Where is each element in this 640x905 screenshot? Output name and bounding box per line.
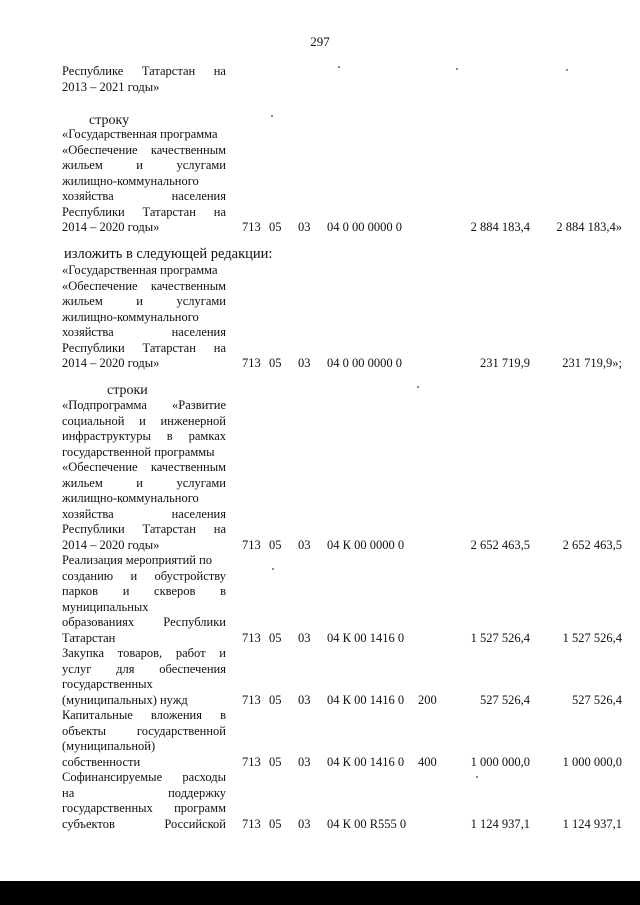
description-line xyxy=(62,724,226,740)
description-line xyxy=(62,476,226,492)
description-line xyxy=(62,693,226,709)
description-word: и xyxy=(130,568,138,583)
cell-v2: 1 000 000,0 xyxy=(562,754,622,769)
scan-speck xyxy=(272,568,274,570)
row-description xyxy=(62,127,226,236)
cell-c2: 05 xyxy=(269,630,282,645)
cell-c3: 03 xyxy=(298,754,311,769)
description-word: программ xyxy=(174,801,226,815)
description-word: населения xyxy=(171,325,226,339)
row-description xyxy=(62,64,226,95)
description-word: инфраструктуры xyxy=(62,429,151,443)
description-word: Республики xyxy=(62,340,125,355)
cell-c4: 04 К 00 0000 0 xyxy=(327,537,405,552)
description-line xyxy=(62,294,226,310)
scan-speck xyxy=(476,776,478,778)
description-word: обустройству xyxy=(154,568,226,583)
description-line xyxy=(62,64,226,80)
row-description xyxy=(62,553,226,646)
cell-c3: 03 xyxy=(298,630,311,645)
description-word: для xyxy=(116,661,135,676)
cell-c1: 713 xyxy=(242,754,261,769)
description-line xyxy=(62,174,226,190)
description-line xyxy=(62,398,226,414)
description-word: качественным xyxy=(150,278,226,293)
description-line xyxy=(62,507,226,523)
description-line xyxy=(62,817,226,833)
description-word: хозяйства xyxy=(62,506,114,521)
cell-c1: 713 xyxy=(242,692,261,707)
description-word: хозяйства xyxy=(62,325,114,339)
description-line xyxy=(62,80,226,96)
description-word: услугами xyxy=(176,158,226,172)
cell-c2: 05 xyxy=(269,220,282,234)
description-word: государственной программы xyxy=(62,444,215,459)
row-description xyxy=(62,770,226,832)
description-word: инженерной xyxy=(160,413,226,428)
description-word: услуг xyxy=(62,661,92,676)
cell-c1: 713 xyxy=(242,816,261,831)
description-word: в xyxy=(166,429,173,443)
description-line xyxy=(62,662,226,678)
cell-v1: 1 124 937,1 xyxy=(470,816,530,831)
scan-speck xyxy=(566,69,568,71)
description-word: собственности xyxy=(62,754,141,769)
description-word: Татарстан xyxy=(142,340,196,355)
cell-c2: 05 xyxy=(269,692,282,707)
description-word: расходы xyxy=(182,770,226,784)
description-word: объекты xyxy=(62,723,107,738)
description-word: созданию xyxy=(62,568,114,583)
cell-c4: 04 К 00 1416 0 xyxy=(327,754,405,769)
description-word: Республики xyxy=(62,204,125,219)
description-line xyxy=(62,646,226,662)
cell-v2: 2 652 463,5 xyxy=(562,537,622,552)
cell-c5: 200 xyxy=(418,692,437,707)
description-word: жилищно-коммунального xyxy=(62,309,199,324)
description-word: «Развитие xyxy=(172,398,226,412)
description-word: 2014 – 2020 годы» xyxy=(62,356,160,370)
cell-v1: 527 526,4 xyxy=(480,692,530,707)
description-word: поддержку xyxy=(168,785,226,800)
description-word: «Подпрограмма xyxy=(62,398,147,412)
description-word: и xyxy=(136,294,143,308)
description-word: и xyxy=(122,584,130,598)
description-word: Татарстан xyxy=(62,630,116,645)
description-word: (муниципальных) нужд xyxy=(62,692,188,707)
cell-c3: 03 xyxy=(298,537,311,552)
cell-c3: 03 xyxy=(298,220,311,234)
description-word: на xyxy=(213,64,226,78)
description-word: (муниципальной) xyxy=(62,739,156,753)
description-line xyxy=(62,615,226,631)
cell-c2: 05 xyxy=(269,754,282,769)
description-word: рамках xyxy=(188,429,226,443)
cell-c1: 713 xyxy=(242,220,261,234)
cell-c2: 05 xyxy=(269,356,282,370)
description-line xyxy=(62,491,226,507)
description-word: жильем xyxy=(62,158,103,172)
description-word: и xyxy=(139,413,146,428)
description-word: социальной xyxy=(62,413,125,428)
description-word: в xyxy=(220,584,226,598)
description-word: Реализация мероприятий по xyxy=(62,553,213,567)
description-word: хозяйства xyxy=(62,189,114,203)
description-word: «Обеспечение xyxy=(62,142,138,157)
description-line xyxy=(62,205,226,221)
description-line xyxy=(62,127,226,143)
description-line xyxy=(62,708,226,724)
scan-speck xyxy=(456,68,458,70)
description-line xyxy=(62,356,226,372)
description-word: услугами xyxy=(176,294,226,308)
cell-c1: 713 xyxy=(242,537,261,552)
cell-c3: 03 xyxy=(298,356,311,370)
description-word: муниципальных xyxy=(62,599,149,614)
row-description xyxy=(62,263,226,372)
scan-bottom-edge xyxy=(0,881,640,905)
description-word: работ xyxy=(175,646,206,660)
description-line xyxy=(62,538,226,554)
cell-v1: 231 719,9 xyxy=(480,356,530,370)
description-word: 2014 – 2020 годы» xyxy=(62,220,160,234)
description-line xyxy=(62,341,226,357)
description-word: субъектов xyxy=(62,816,115,831)
description-word: населения xyxy=(171,506,226,521)
description-word: «Обеспечение xyxy=(62,460,138,474)
cell-c4: 04 К 00 1416 0 xyxy=(327,630,405,645)
description-word: и xyxy=(136,475,143,490)
description-word: Татарстан xyxy=(141,64,196,78)
description-word: парков xyxy=(62,584,99,598)
description-word: на xyxy=(213,522,226,536)
description-line xyxy=(62,553,226,569)
description-line xyxy=(62,600,226,616)
description-word: Софинансируемые xyxy=(62,770,163,784)
description-line xyxy=(62,310,226,326)
description-word: Республики xyxy=(163,615,226,629)
cell-c4: 04 К 00 R555 0 xyxy=(327,816,407,831)
description-word: 2014 – 2020 годы» xyxy=(62,537,160,552)
cell-c2: 05 xyxy=(269,816,282,831)
row-description xyxy=(62,398,226,553)
cell-c5: 400 xyxy=(418,754,437,769)
description-line xyxy=(62,429,226,445)
section-heading: изложить в следующей редакции: xyxy=(64,246,273,262)
description-line xyxy=(62,189,226,205)
description-word: на xyxy=(213,204,226,219)
description-line xyxy=(62,445,226,461)
cell-v1: 2 652 463,5 xyxy=(470,537,530,552)
description-word: и xyxy=(219,646,226,660)
description-word: Закупка xyxy=(62,646,105,660)
description-line xyxy=(62,143,226,159)
description-line xyxy=(62,801,226,817)
description-word: услугами xyxy=(176,475,226,490)
description-word: государственных xyxy=(62,677,153,691)
cell-c4: 04 0 00 0000 0 xyxy=(327,220,402,234)
description-word: жилищно-коммунального xyxy=(62,491,199,505)
description-word: жилищно-коммунального xyxy=(62,173,199,188)
cell-c1: 713 xyxy=(242,356,261,370)
description-line xyxy=(62,279,226,295)
description-word: Татарстан xyxy=(142,204,196,219)
description-line xyxy=(62,325,226,341)
description-line xyxy=(62,460,226,476)
description-line xyxy=(62,522,226,538)
scan-speck xyxy=(417,386,419,388)
cell-v1: 1 000 000,0 xyxy=(470,754,530,769)
cell-v2: 2 884 183,4» xyxy=(556,220,622,234)
description-line xyxy=(62,755,226,771)
cell-v1: 1 527 526,4 xyxy=(470,630,530,645)
description-word: качественным xyxy=(150,460,226,474)
description-word: жильем xyxy=(62,475,103,490)
description-word: населения xyxy=(171,189,226,203)
description-word: 2013 – 2021 годы» xyxy=(62,79,160,94)
description-word: и xyxy=(136,158,143,172)
description-line xyxy=(62,584,226,600)
description-word: Капитальные xyxy=(62,708,133,722)
description-word: скверов xyxy=(154,584,196,598)
description-line xyxy=(62,220,226,236)
description-word: в xyxy=(220,708,226,722)
cell-c4: 04 0 00 0000 0 xyxy=(327,356,402,370)
description-word: на xyxy=(62,785,75,800)
description-line xyxy=(62,739,226,755)
description-word: вложения xyxy=(150,708,202,722)
description-line xyxy=(62,569,226,585)
cell-c4: 04 К 00 1416 0 xyxy=(327,692,405,707)
description-line xyxy=(62,677,226,693)
description-word: государственной xyxy=(136,723,226,738)
page-number: 297 xyxy=(310,34,330,49)
description-word: «Обеспечение xyxy=(62,278,138,293)
section-heading: строки xyxy=(107,383,148,398)
cell-c3: 03 xyxy=(298,816,311,831)
description-line xyxy=(62,631,226,647)
scan-speck xyxy=(338,66,340,68)
row-description xyxy=(62,708,226,770)
description-line xyxy=(62,414,226,430)
description-word: качественным xyxy=(150,142,226,157)
description-word: обеспечения xyxy=(159,661,226,676)
description-line xyxy=(62,770,226,786)
section-heading: строку xyxy=(89,113,130,128)
cell-v1: 2 884 183,4 xyxy=(470,220,530,234)
cell-v2: 527 526,4 xyxy=(572,692,622,707)
description-line xyxy=(62,158,226,174)
description-word: Республики xyxy=(62,522,125,536)
description-line xyxy=(62,786,226,802)
cell-c1: 713 xyxy=(242,630,261,645)
description-word: жильем xyxy=(62,294,103,308)
description-word: товаров, xyxy=(117,646,163,660)
scan-speck xyxy=(271,115,273,117)
cell-v2: 1 124 937,1 xyxy=(562,816,622,831)
row-description xyxy=(62,646,226,708)
description-word: государственных xyxy=(62,801,153,815)
description-word: образованиях xyxy=(62,615,135,629)
description-word: «Государственная программа xyxy=(62,263,218,277)
description-word: Российской xyxy=(164,816,226,831)
cell-v2: 1 527 526,4 xyxy=(562,630,622,645)
cell-c3: 03 xyxy=(298,692,311,707)
cell-v2: 231 719,9»; xyxy=(562,356,622,370)
description-word: Республике xyxy=(62,64,124,78)
description-word: «Государственная программа xyxy=(62,127,218,141)
cell-c2: 05 xyxy=(269,537,282,552)
description-line xyxy=(62,263,226,279)
description-word: на xyxy=(213,340,226,355)
description-word: Татарстан xyxy=(142,522,196,536)
